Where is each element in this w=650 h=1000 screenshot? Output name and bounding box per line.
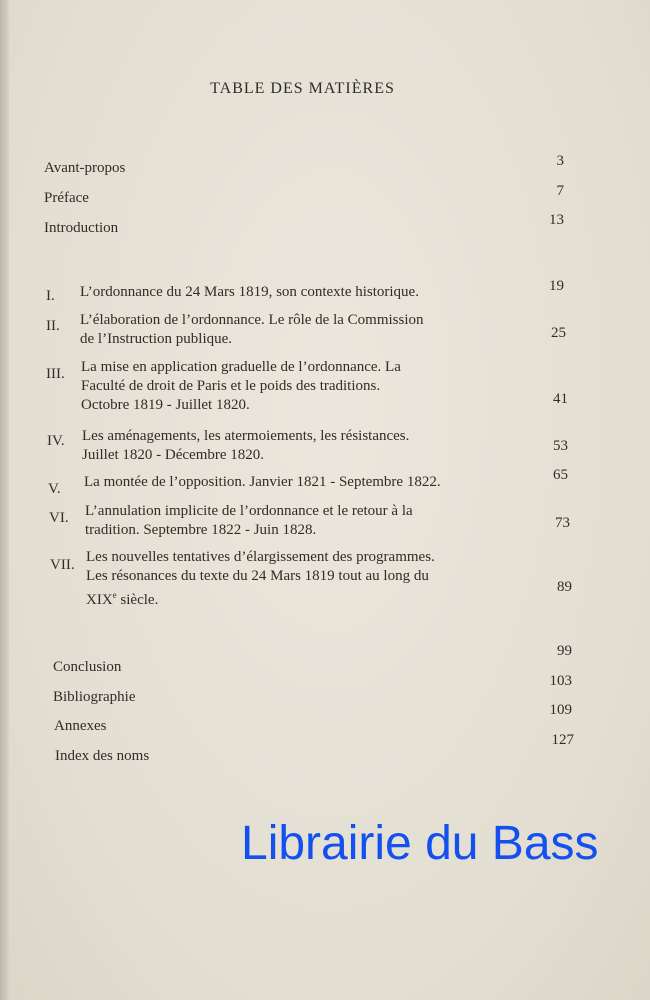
page-title: TABLE DES MATIÈRES <box>210 80 395 97</box>
chapter-title-line: Les aménagements, les atermoiements, les résistances. <box>82 428 410 444</box>
chapter-number: III. <box>46 366 65 382</box>
chapter-title-line: Juillet 1820 - Décembre 1820. <box>82 447 265 463</box>
chapter-number: VI. <box>49 510 69 526</box>
toc-entry-label: Avant-propos <box>44 160 126 176</box>
chapter-title-line: La montée de l’opposition. Janvier 1821 - Septembre 1822. <box>84 474 441 490</box>
chapter-title-line: Octobre 1819 - Juillet 1820. <box>81 397 250 413</box>
chapter-title <box>81 358 511 415</box>
chapter-title-line: Les résonances du texte du 24 Mars 1819 tout au long du <box>86 568 429 584</box>
chapter-title-line: Faculté de droit de Paris et le poids des traditions. <box>81 378 381 394</box>
chapter-number: IV. <box>47 433 65 449</box>
toc-entry-page: 127 <box>551 732 574 748</box>
chapter-title-line: L’annulation implicite de l’ordonnance et le retour à la <box>85 503 413 519</box>
chapter-title <box>85 502 515 540</box>
toc-entry-page: 13 <box>549 212 564 228</box>
chapter-number: II. <box>46 318 60 334</box>
chapter-number: I. <box>46 288 55 304</box>
chapter-number: V. <box>48 481 61 497</box>
chapter-page: 89 <box>557 579 572 595</box>
chapter-number: VII. <box>50 557 75 573</box>
chapter-page: 73 <box>555 515 570 531</box>
chapter-page: 53 <box>553 438 568 454</box>
chapter-title-rest: siècle. <box>116 592 159 608</box>
chapter-title <box>80 283 510 302</box>
toc-entry-page: 109 <box>549 702 572 718</box>
toc-entry-page: 103 <box>549 673 572 689</box>
chapter-page: 41 <box>553 391 568 407</box>
toc-entry-page: 7 <box>556 183 564 199</box>
chapter-title-line: La mise en application graduelle de l’ordonnance. La <box>81 359 401 375</box>
toc-entry-page: 3 <box>556 153 564 169</box>
toc-entry-label: Bibliographie <box>53 689 136 705</box>
chapter-page: 19 <box>549 278 564 294</box>
toc-entry-label: Conclusion <box>53 659 122 675</box>
watermark: Librairie du Bass <box>241 817 599 870</box>
toc-entry-label: Introduction <box>44 220 119 236</box>
chapter-title-line: Les nouvelles tentatives d’élargissement des programmes. <box>86 549 435 565</box>
chapter-title <box>86 548 516 610</box>
chapter-title-line: tradition. Septembre 1822 - Juin 1828. <box>85 522 317 538</box>
chapter-title-line: de l’Instruction publique. <box>80 331 233 347</box>
toc-entry-label: Index des noms <box>55 748 150 764</box>
page-edge <box>0 0 9 1000</box>
chapter-title <box>82 427 512 465</box>
chapter-page: 25 <box>551 325 566 341</box>
chapter-title <box>84 473 514 492</box>
toc-entry-label: Préface <box>44 190 89 206</box>
chapter-title-line: L’élaboration de l’ordonnance. Le rôle de la Commission <box>80 312 424 328</box>
chapter-title-line: L’ordonnance du 24 Mars 1819, son contexte historique. <box>80 284 419 300</box>
chapter-title-roman: XIX <box>86 592 113 608</box>
toc-entry-page: 99 <box>557 643 572 659</box>
chapter-page: 65 <box>553 467 568 483</box>
chapter-title-line <box>86 586 516 610</box>
chapter-title-sup: e <box>112 590 117 600</box>
chapter-title <box>80 311 510 349</box>
toc-entry-label: Annexes <box>54 718 107 734</box>
